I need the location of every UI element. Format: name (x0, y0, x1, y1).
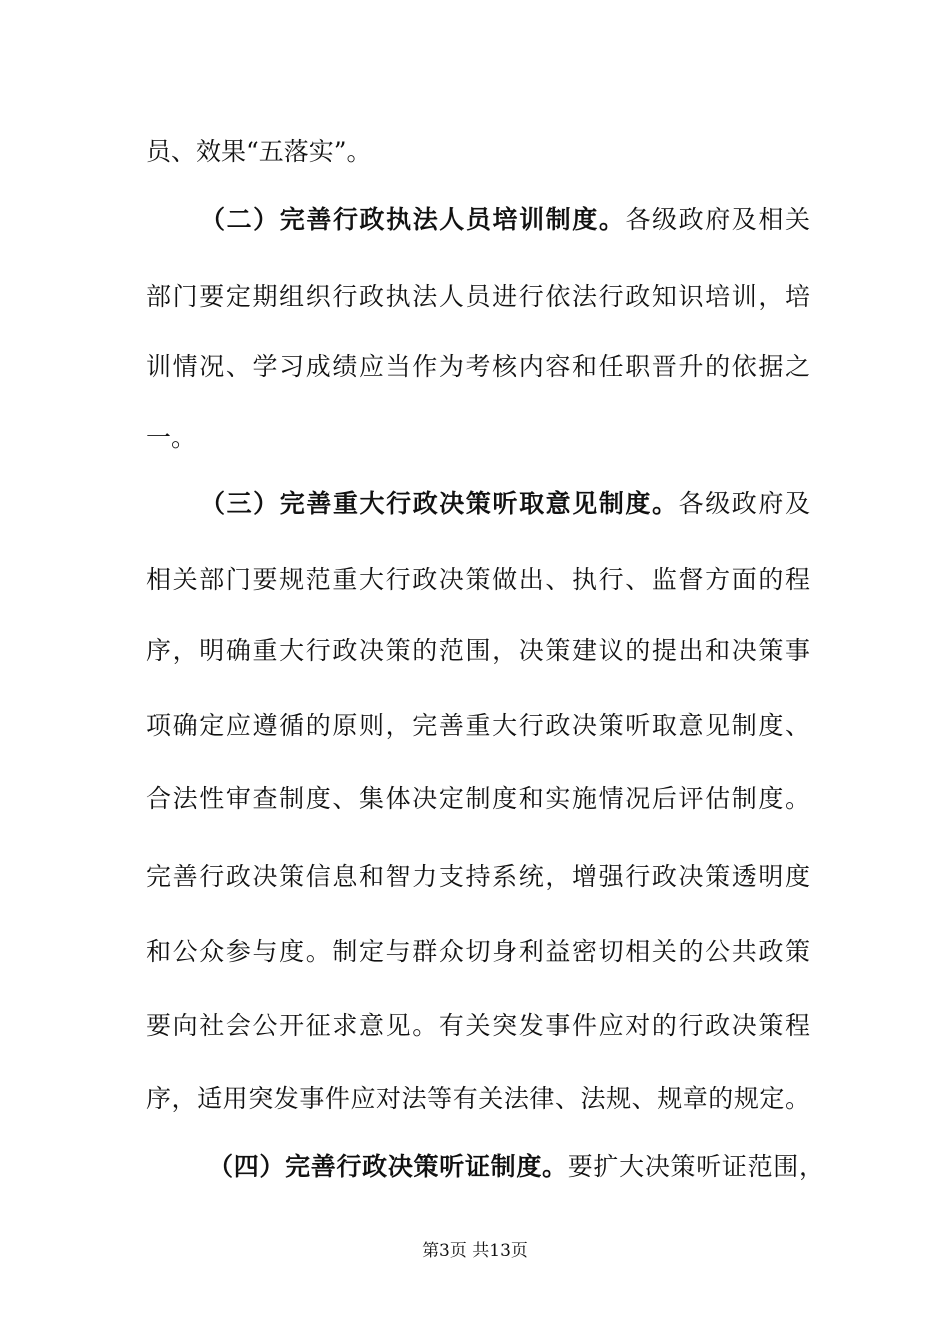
paragraph-line (146, 936, 810, 968)
line-text: 完善行政决策信息和智力支持系统，增强行政决策透明度 (146, 862, 810, 891)
line-text: 要扩大决策听证范围， (567, 1152, 824, 1181)
line-text: 要向社会公开征求意见。有关突发事件应对的行政决策程 (146, 1011, 810, 1040)
paragraph-line (146, 281, 810, 313)
line-text: 员、效果“五落实”。 (146, 137, 372, 166)
line-text: 训情况、学习成绩应当作为考核内容和任职晋升的依据之 (146, 352, 810, 381)
line-text: 一。 (146, 423, 197, 452)
paragraph-line (146, 1010, 810, 1042)
paragraph-line (146, 710, 810, 742)
section-heading-line (200, 204, 810, 236)
line-text: 和公众参与度。制定与群众切身利益密切相关的公共政策 (146, 937, 810, 966)
paragraph-line (146, 564, 810, 596)
line-text: 序，明确重大行政决策的范围，决策建议的提出和决策事 (146, 636, 810, 665)
section-heading: （四）完善行政决策听证制度。 (208, 1152, 568, 1181)
line-text: 部门要定期组织行政执法人员进行依法行政知识培训，培 (146, 282, 810, 311)
line-text: 合法性审查制度、集体决定制度和实施情况后评估制度。 (146, 784, 810, 813)
paragraph-line (146, 635, 810, 667)
section-heading: （二）完善行政执法人员培训制度。 (200, 205, 626, 234)
line-text: 各级政府及 (678, 489, 810, 518)
line-text: 各级政府及相关 (625, 205, 810, 234)
paragraph-line (146, 861, 810, 893)
section-heading: （三）完善重大行政决策听取意见制度。 (200, 489, 679, 518)
section-heading-line (200, 488, 810, 520)
section-heading-line (208, 1151, 824, 1183)
line-text: 相关部门要规范重大行政决策做出、执行、监督方面的程 (146, 565, 810, 594)
paragraph-line (146, 422, 810, 454)
paragraph-line (146, 783, 810, 815)
paragraph-line (146, 351, 810, 383)
line-text: 序，适用突发事件应对法等有关法律、法规、规章的规定。 (146, 1084, 810, 1113)
page-number-footer: 第3页 共13页 (422, 1241, 528, 1261)
line-text: 项确定应遵循的原则，完善重大行政决策听取意见制度、 (146, 711, 810, 740)
paragraph-line (146, 1083, 810, 1115)
paragraph-line (146, 136, 810, 168)
